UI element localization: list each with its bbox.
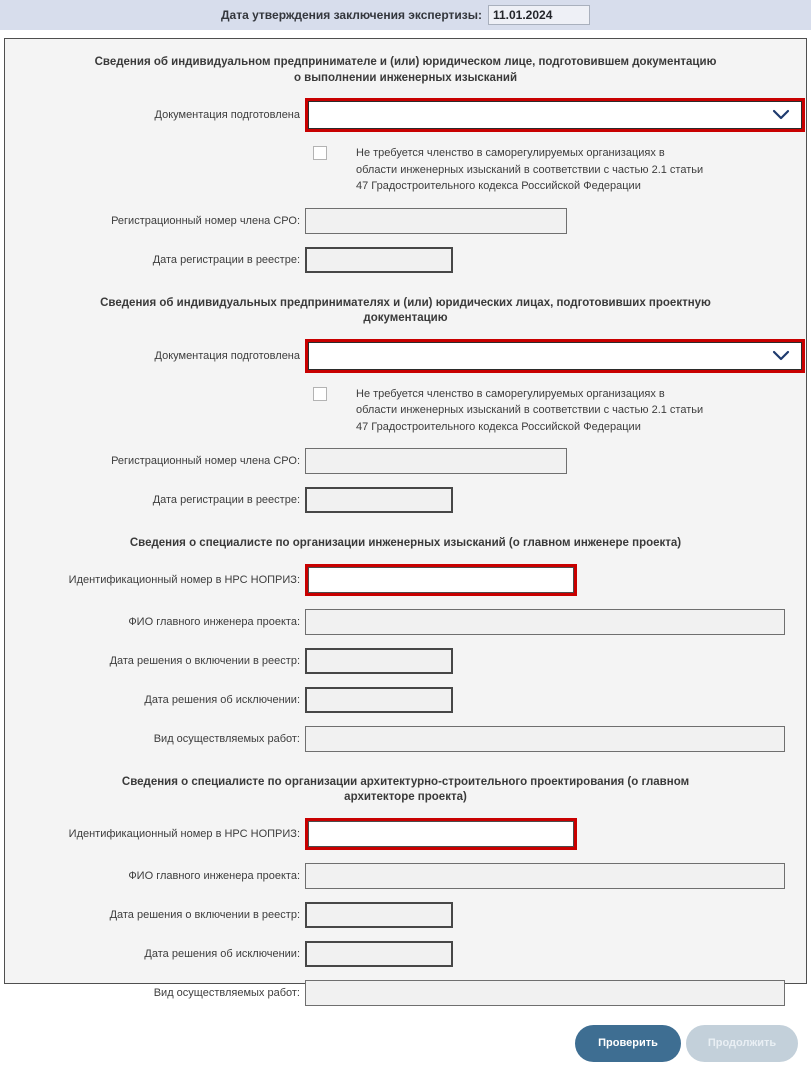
sro-number-row-1 [5,208,806,234]
check-button[interactable]: Проверить [575,1025,681,1062]
inclusion-date-input-2[interactable] [305,902,453,928]
documentation-prepared-row-2 [5,339,806,373]
engineer-name-label: ФИО главного инженера проекта: [128,869,300,882]
work-type-row-1 [5,726,806,752]
registry-date-label: Дата регистрации в реестре: [152,494,300,507]
engineer-name-input-1[interactable] [305,609,785,635]
inclusion-date-input-1[interactable] [305,648,453,674]
highlight-frame [305,564,577,596]
engineer-name-label: ФИО главного инженера проекта: [128,615,300,628]
continue-button[interactable]: Продолжить [686,1025,798,1062]
nrs-id-row-1 [5,564,806,596]
work-type-input-2[interactable] [305,980,785,1006]
sro-exempt-checkbox-2[interactable] [313,387,327,401]
approval-date-input[interactable] [488,5,590,25]
chevron-down-icon [773,110,789,120]
nrs-id-row-2 [5,818,806,850]
exclusion-date-input-1[interactable] [305,687,453,713]
work-type-label: Вид осуществляемых работ: [153,732,300,745]
inclusion-date-row-2 [5,902,806,928]
sro-number-input-2[interactable] [305,448,567,474]
engineer-name-row-2 [5,863,806,889]
chevron-down-icon [773,351,789,361]
exclusion-date-row-1 [5,687,806,713]
section-title-chief-architect: Сведения о специалисте по организации архитектурно-строительного проектирования (о главном архитекторе проекта) [121,775,690,804]
nrs-id-input-2[interactable] [308,821,574,847]
documentation-prepared-select-2[interactable] [308,342,802,370]
registry-date-label: Дата регистрации в реестре: [152,253,300,266]
documentation-prepared-select-1[interactable] [308,101,802,129]
registry-date-input-1[interactable] [305,247,453,273]
highlight-frame [305,818,577,850]
registry-date-input-2[interactable] [305,487,453,513]
highlight-frame [305,339,805,373]
nrs-id-input-1[interactable] [308,567,574,593]
documentation-prepared-label: Документация подготовлена [154,349,300,362]
exclusion-date-input-2[interactable] [305,941,453,967]
inclusion-date-label: Дата решения о включении в реестр: [109,654,300,667]
exclusion-date-row-2 [5,941,806,967]
section-title-chief-engineer: Сведения о специалисте по организации инженерных изысканий (о главном инженере проекта) [129,537,682,550]
approval-date-bar [0,0,811,30]
expertise-form-panel [4,38,807,1050]
sro-exempt-row-1 [313,145,806,195]
nrs-id-label: Идентификационный номер в НРС НОПРИЗ: [68,573,300,586]
sro-exempt-label: Не требуется членство в саморегулируемых организациях в области инженерных изысканий в соответствии с частью 2.1 статьи 47 Градостроительного кодекса Российской Федерации [356,147,704,193]
work-type-row-2 [5,980,806,1006]
sro-exempt-row-2 [313,386,806,436]
engineer-name-input-2[interactable] [305,863,785,889]
approval-date-label: Дата утверждения заключения экспертизы: [221,8,482,22]
footer-actions [5,1019,806,1069]
registry-date-row-2 [5,487,806,513]
sro-exempt-checkbox-1[interactable] [313,146,327,160]
work-type-label: Вид осуществляемых работ: [153,986,300,999]
sro-number-row-2 [5,448,806,474]
exclusion-date-label: Дата решения об исключении: [144,693,300,706]
registry-date-row-1 [5,247,806,273]
sro-number-input-1[interactable] [305,208,567,234]
engineer-name-row-1 [5,609,806,635]
nrs-id-label: Идентификационный номер в НРС НОПРИЗ: [68,827,300,840]
documentation-prepared-row-1 [5,98,806,132]
section-title-surveys-contractor: Сведения об индивидуальном предпринимателе и (или) юридическом лице, подготовившем документацию о выполнении инженерных изысканий [94,56,717,84]
documentation-prepared-label: Документация подготовлена [154,109,300,122]
sro-exempt-label: Не требуется членство в саморегулируемых организациях в области инженерных изысканий в соответствии с частью 2.1 статьи 47 Градостроительного кодекса Российской Федерации [356,387,704,433]
inclusion-date-label: Дата решения о включении в реестр: [109,908,300,921]
sro-number-label: Регистрационный номер члена СРО: [111,214,300,227]
work-type-input-1[interactable] [305,726,785,752]
sro-number-label: Регистрационный номер члена СРО: [111,455,300,468]
exclusion-date-label: Дата решения об исключении: [144,947,300,960]
highlight-frame [305,98,805,132]
inclusion-date-row-1 [5,648,806,674]
section-title-design-contractor: Сведения об индивидуальных предпринимателях и (или) юридических лицах, подготовивших проектную документацию [100,296,711,325]
